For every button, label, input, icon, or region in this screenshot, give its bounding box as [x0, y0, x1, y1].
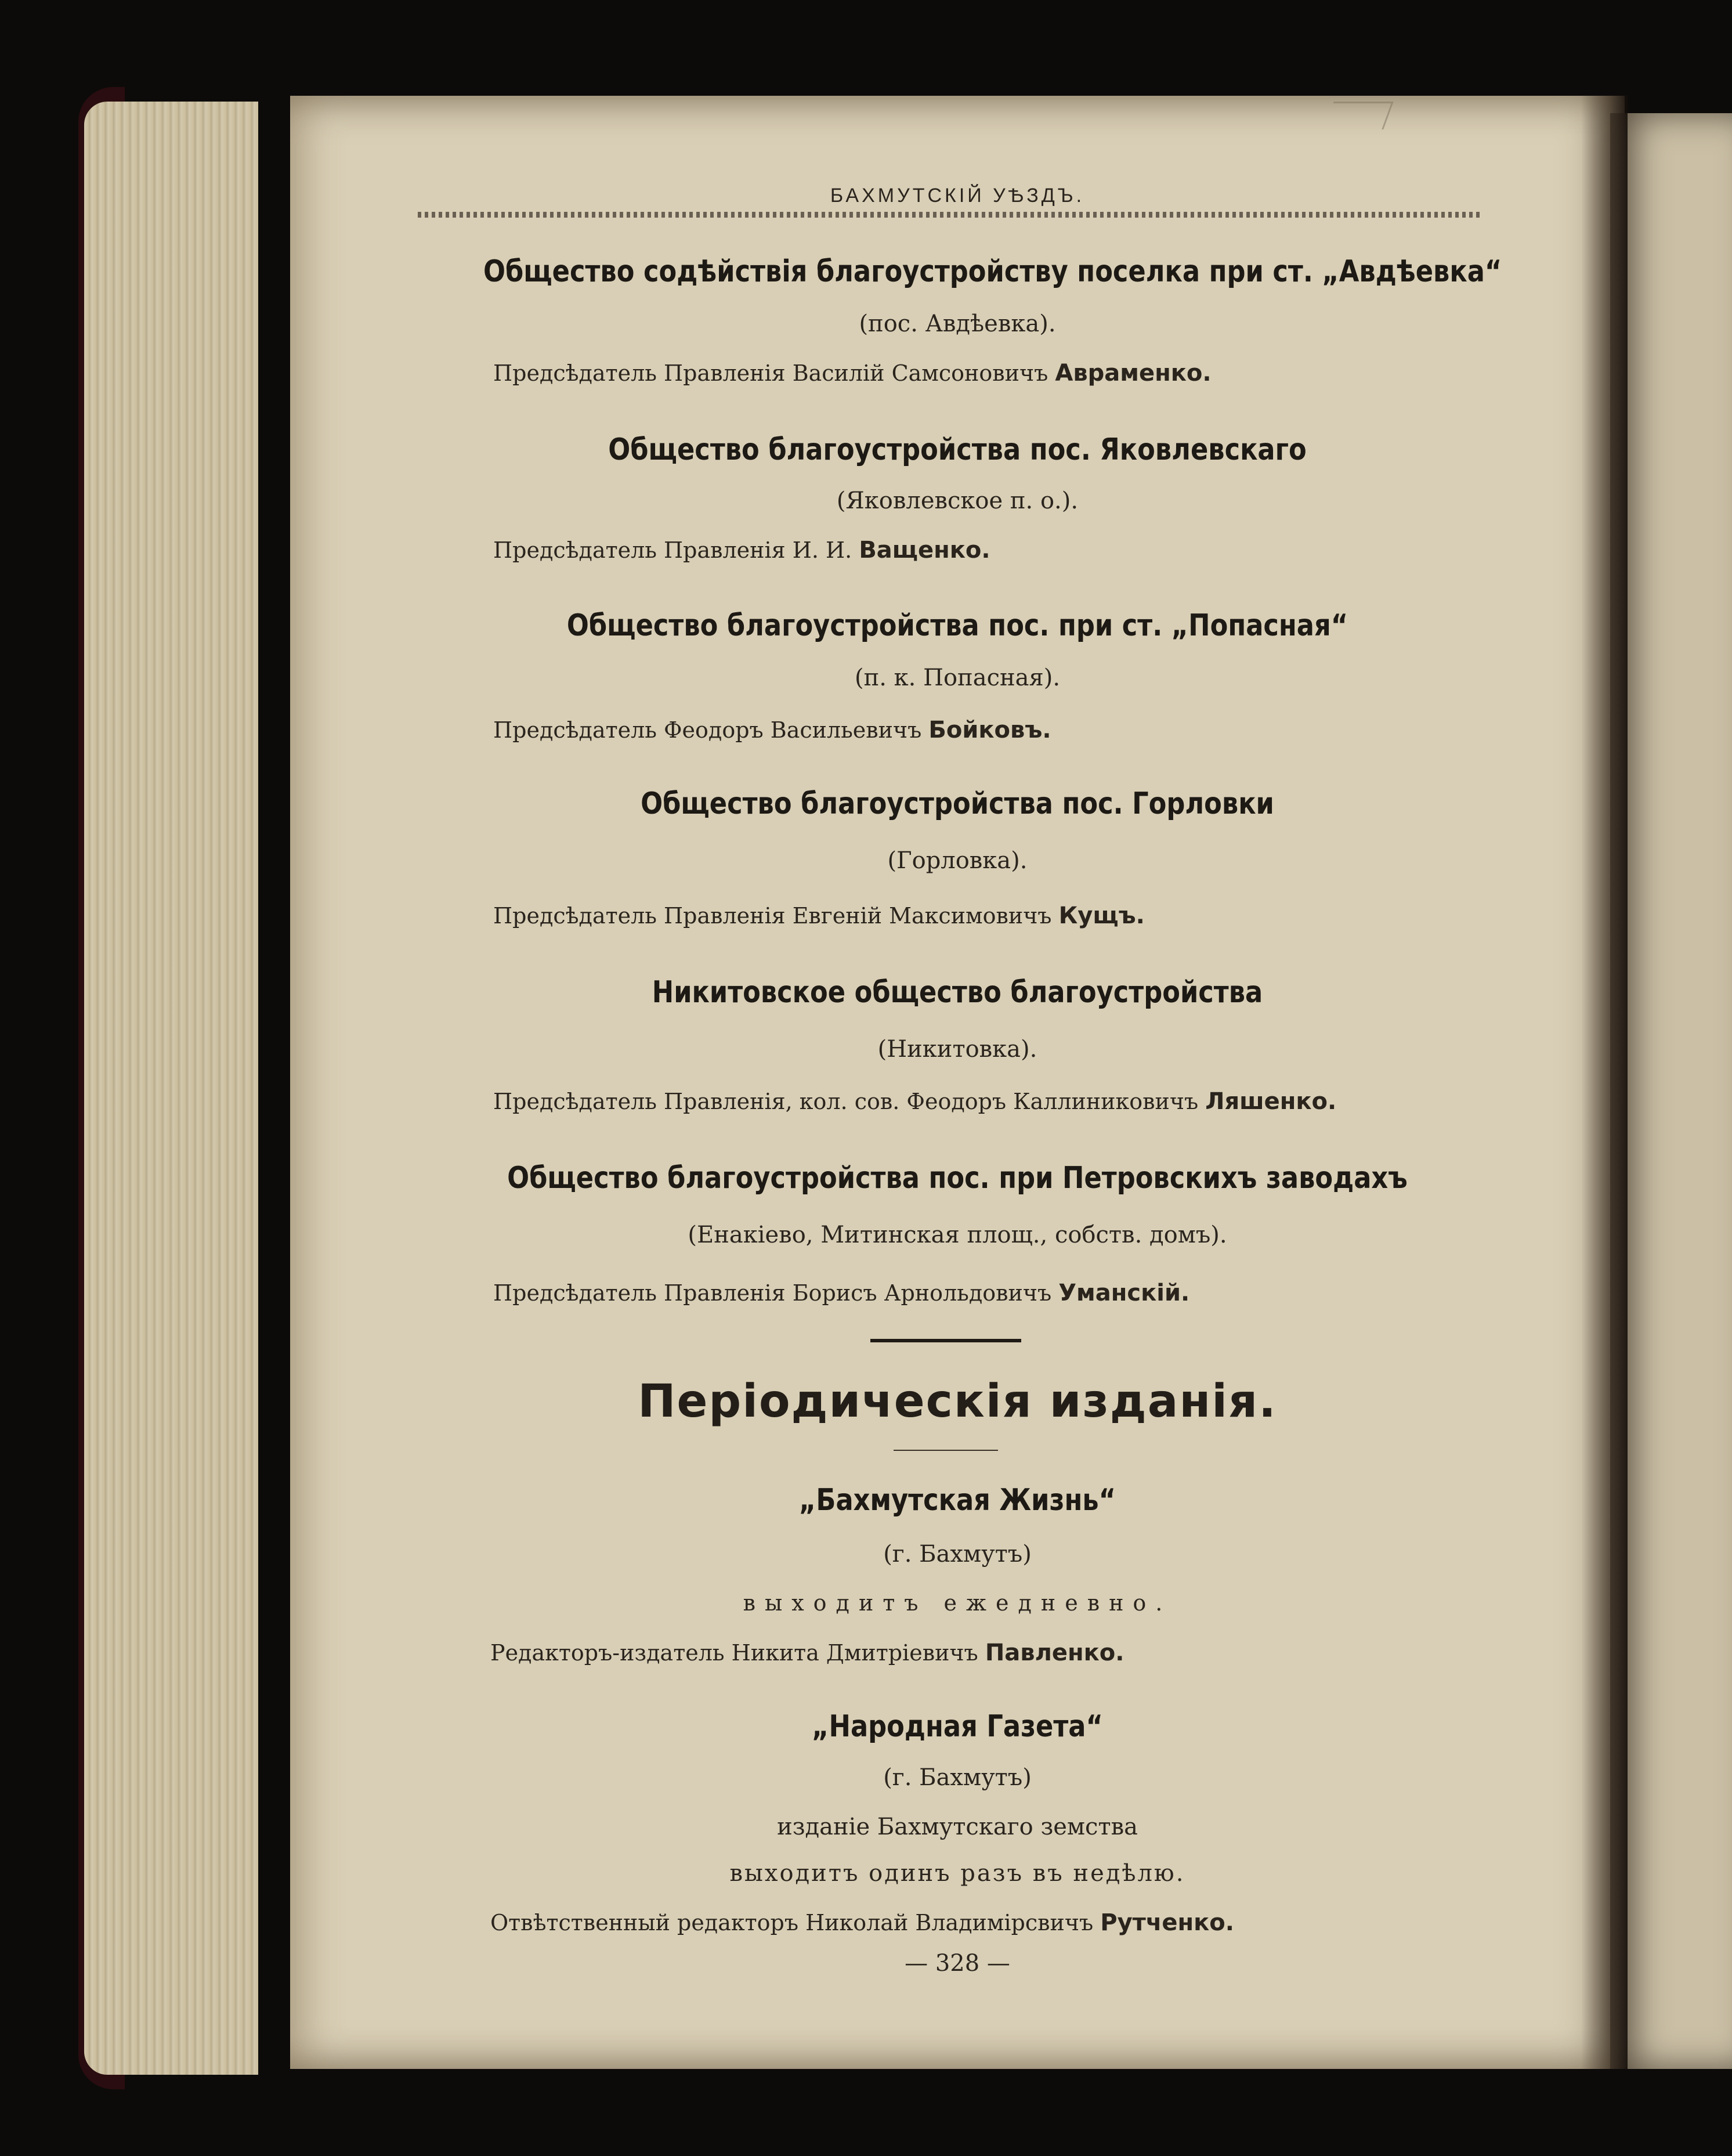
section-title: Періодическія изданія.: [638, 1375, 1277, 1428]
entry-person: Предсѣдатель Правленія Евгеній Максимовичъ Кущъ.: [493, 902, 1145, 929]
entry-title: Никитовское общество благоустройства: [652, 975, 1263, 1010]
entry-title: Общество благоустройства пос. при ст. „Попасная“: [566, 608, 1348, 643]
entry-title: Общество содѣйствія благоустройству поселка при ст. „Авдѣевка“: [483, 254, 1502, 289]
periodical-note: выходитъ ежедневно.: [743, 1590, 1172, 1616]
entry-person: Предсѣдатель Правленія Борисъ Арнольдовичъ Уманскій.: [493, 1280, 1190, 1306]
periodical-note: изданіе Бахмутскаго земства: [777, 1814, 1138, 1840]
periodical-place: (г. Бахмутъ): [883, 1764, 1032, 1791]
facing-page: [1610, 113, 1732, 2069]
section-divider: [870, 1339, 1021, 1342]
page-number: — 328 —: [905, 1950, 1010, 1977]
entry-title: Общество благоустройства пос. при Петровскихъ заводахъ: [507, 1161, 1408, 1196]
entry-place: (Яковлевское п. о.).: [836, 487, 1079, 514]
running-head: БАХМУТСКІЙ УѢЗДЪ.: [830, 185, 1085, 207]
periodical-person: Редакторъ-издатель Никита Дмитріевичъ Павленко.: [490, 1639, 1124, 1666]
periodical-title: „Бахмутская Жизнь“: [798, 1483, 1116, 1518]
entry-person: Предсѣдатель Правленія И. И. Ващенко.: [493, 537, 990, 564]
entry-title: Общество благоустройства пос. Яковлевскаго: [608, 432, 1307, 467]
page-edges: [84, 102, 258, 2075]
section-underline: [894, 1450, 998, 1451]
periodical-place: (г. Бахмутъ): [883, 1541, 1032, 1568]
entry-place: (Горловка).: [887, 847, 1028, 874]
entry-place: (п. к. Попасная).: [854, 665, 1061, 691]
periodical-note: выходитъ одинъ разъ въ недѣлю.: [729, 1860, 1185, 1887]
entry-place: (Никитовка).: [877, 1036, 1037, 1063]
periodical-title: „Народная Газета“: [812, 1709, 1103, 1744]
header-wavy-rule: [418, 212, 1480, 218]
entry-person: Предсѣдатель Правленія, кол. сов. Феодоръ Каллиниковичъ Ляшенко.: [493, 1088, 1337, 1115]
periodical-person: Отвѣтственный редакторъ Николай Владимірсвичъ Рутченко.: [490, 1909, 1234, 1936]
entry-place: (пос. Авдѣевка).: [859, 310, 1056, 337]
entry-person: Предсѣдатель Правленія Василій Самсоновичъ Авраменко.: [493, 360, 1212, 387]
page-gutter-shadow: [1581, 96, 1628, 2069]
entry-place: (Енакіево, Митинская площ., собств. домъ).: [688, 1222, 1227, 1248]
corner-mark: [1324, 102, 1393, 129]
entry-person: Предсѣдатель Феодоръ Васильевичъ Бойковъ.: [493, 717, 1051, 743]
entry-title: Общество благоустройства пос. Горловки: [641, 786, 1274, 821]
